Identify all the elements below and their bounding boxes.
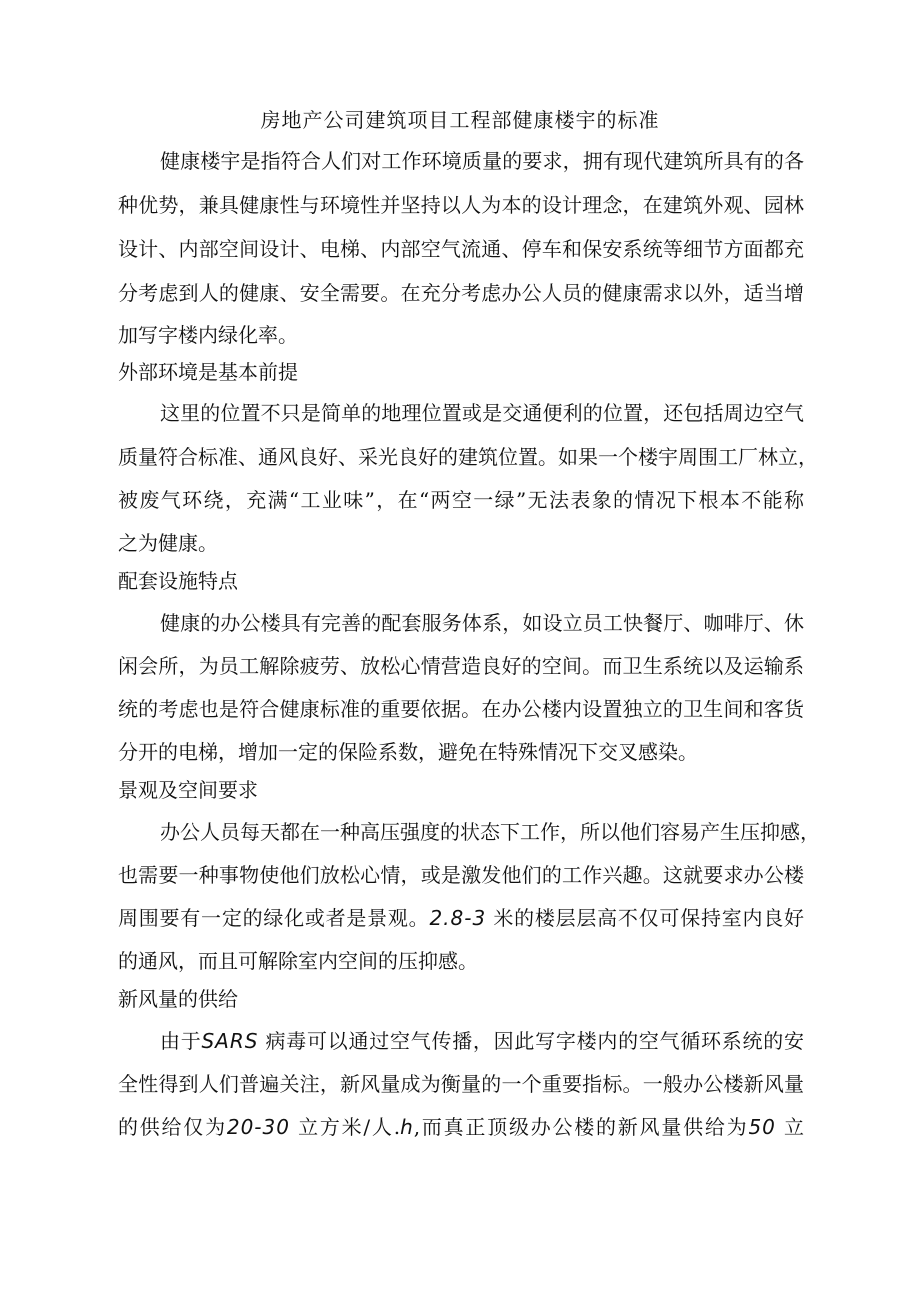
document-title: 房地产公司建筑项目工程部健康楼宇的标准 bbox=[260, 108, 660, 132]
paragraph-line: 闲会所，为员工解除疲劳、放松心情营造良好的空间。而卫生系统以及运输系 bbox=[118, 654, 804, 678]
section-heading: 外部环境是基本前提 bbox=[118, 360, 298, 384]
text-run: SARS bbox=[201, 1029, 259, 1053]
section-heading: 配套设施特点 bbox=[118, 569, 238, 593]
text-run: 立方米/人. bbox=[289, 1115, 401, 1139]
text-run: 20-30 bbox=[226, 1115, 290, 1139]
paragraph-line: 之为健康。 bbox=[118, 531, 218, 555]
section-heading: 景观及空间要求 bbox=[118, 778, 258, 802]
text-run: h bbox=[400, 1115, 414, 1139]
paragraph-line: 分考虑到人的健康、安全需要。在充分考虑办公人员的健康需求以外，适当增 bbox=[118, 281, 804, 305]
text-run: 病毒可以通过空气传播，因此写字楼内的空气循环系统的安 bbox=[258, 1029, 805, 1053]
section-heading: 新风量的供给 bbox=[118, 987, 238, 1011]
paragraph-line: 办公人员每天都在一种高压强度的状态下工作，所以他们容易产生压抑感， bbox=[160, 820, 820, 844]
text-run: 的供给仅为 bbox=[118, 1115, 227, 1139]
text-run: 立 bbox=[775, 1115, 805, 1139]
paragraph-line bbox=[160, 1025, 804, 1057]
text-run: ,而真正顶级办公楼的新风量供给为 bbox=[413, 1115, 749, 1139]
paragraph-line: 种优势，兼具健康性与环境性并坚持以人为本的设计理念，在建筑外观、园林 bbox=[118, 193, 804, 217]
paragraph-line: 设计、内部空间设计、电梯、内部空气流通、停车和保安系统等细节方面都充 bbox=[118, 237, 804, 261]
paragraph-line: 全性得到人们普遍关注，新风量成为衡量的一个重要指标。一般办公楼新风量 bbox=[118, 1072, 804, 1096]
paragraph-line: 质量符合标准、通风良好、采光良好的建筑位置。如果一个楼宇周围工厂林立， bbox=[118, 445, 818, 469]
paragraph-line: 被废气环绕，充满“工业味”，在“两空一绿”无法表象的情况下根本不能称 bbox=[118, 488, 804, 512]
text-run: 米的楼层层高不仅可保持室内良好 bbox=[486, 906, 805, 930]
paragraph-line bbox=[118, 902, 804, 934]
paragraph-line: 加写字楼内绿化率。 bbox=[118, 323, 298, 347]
text-run: 由于 bbox=[160, 1029, 202, 1053]
paragraph-line: 统的考虑也是符合健康标准的重要依据。在办公楼内设置独立的卫生间和客货 bbox=[118, 697, 804, 721]
paragraph-line: 分开的电梯，增加一定的保险系数，避免在特殊情况下交叉感染。 bbox=[118, 740, 698, 764]
paragraph-line: 健康的办公楼具有完善的配套服务体系，如设立员工快餐厅、咖啡厅、休 bbox=[160, 611, 804, 635]
text-run: 50 bbox=[748, 1115, 776, 1139]
text-run: 周围要有一定的绿化或者是景观。 bbox=[118, 906, 430, 930]
paragraph-line: 这里的位置不只是简单的地理位置或是交通便利的位置，还包括周边空气 bbox=[160, 401, 804, 425]
paragraph-line: 也需要一种事物使他们放松心情，或是激发他们的工作兴趣。这就要求办公楼 bbox=[118, 863, 804, 887]
paragraph-line bbox=[118, 1111, 804, 1143]
paragraph-line: 的通风，而且可解除室内空间的压抑感。 bbox=[118, 949, 478, 973]
paragraph-line: 健康楼宇是指符合人们对工作环境质量的要求，拥有现代建筑所具有的各 bbox=[160, 149, 804, 173]
text-run: 2.8-3 bbox=[429, 906, 487, 930]
